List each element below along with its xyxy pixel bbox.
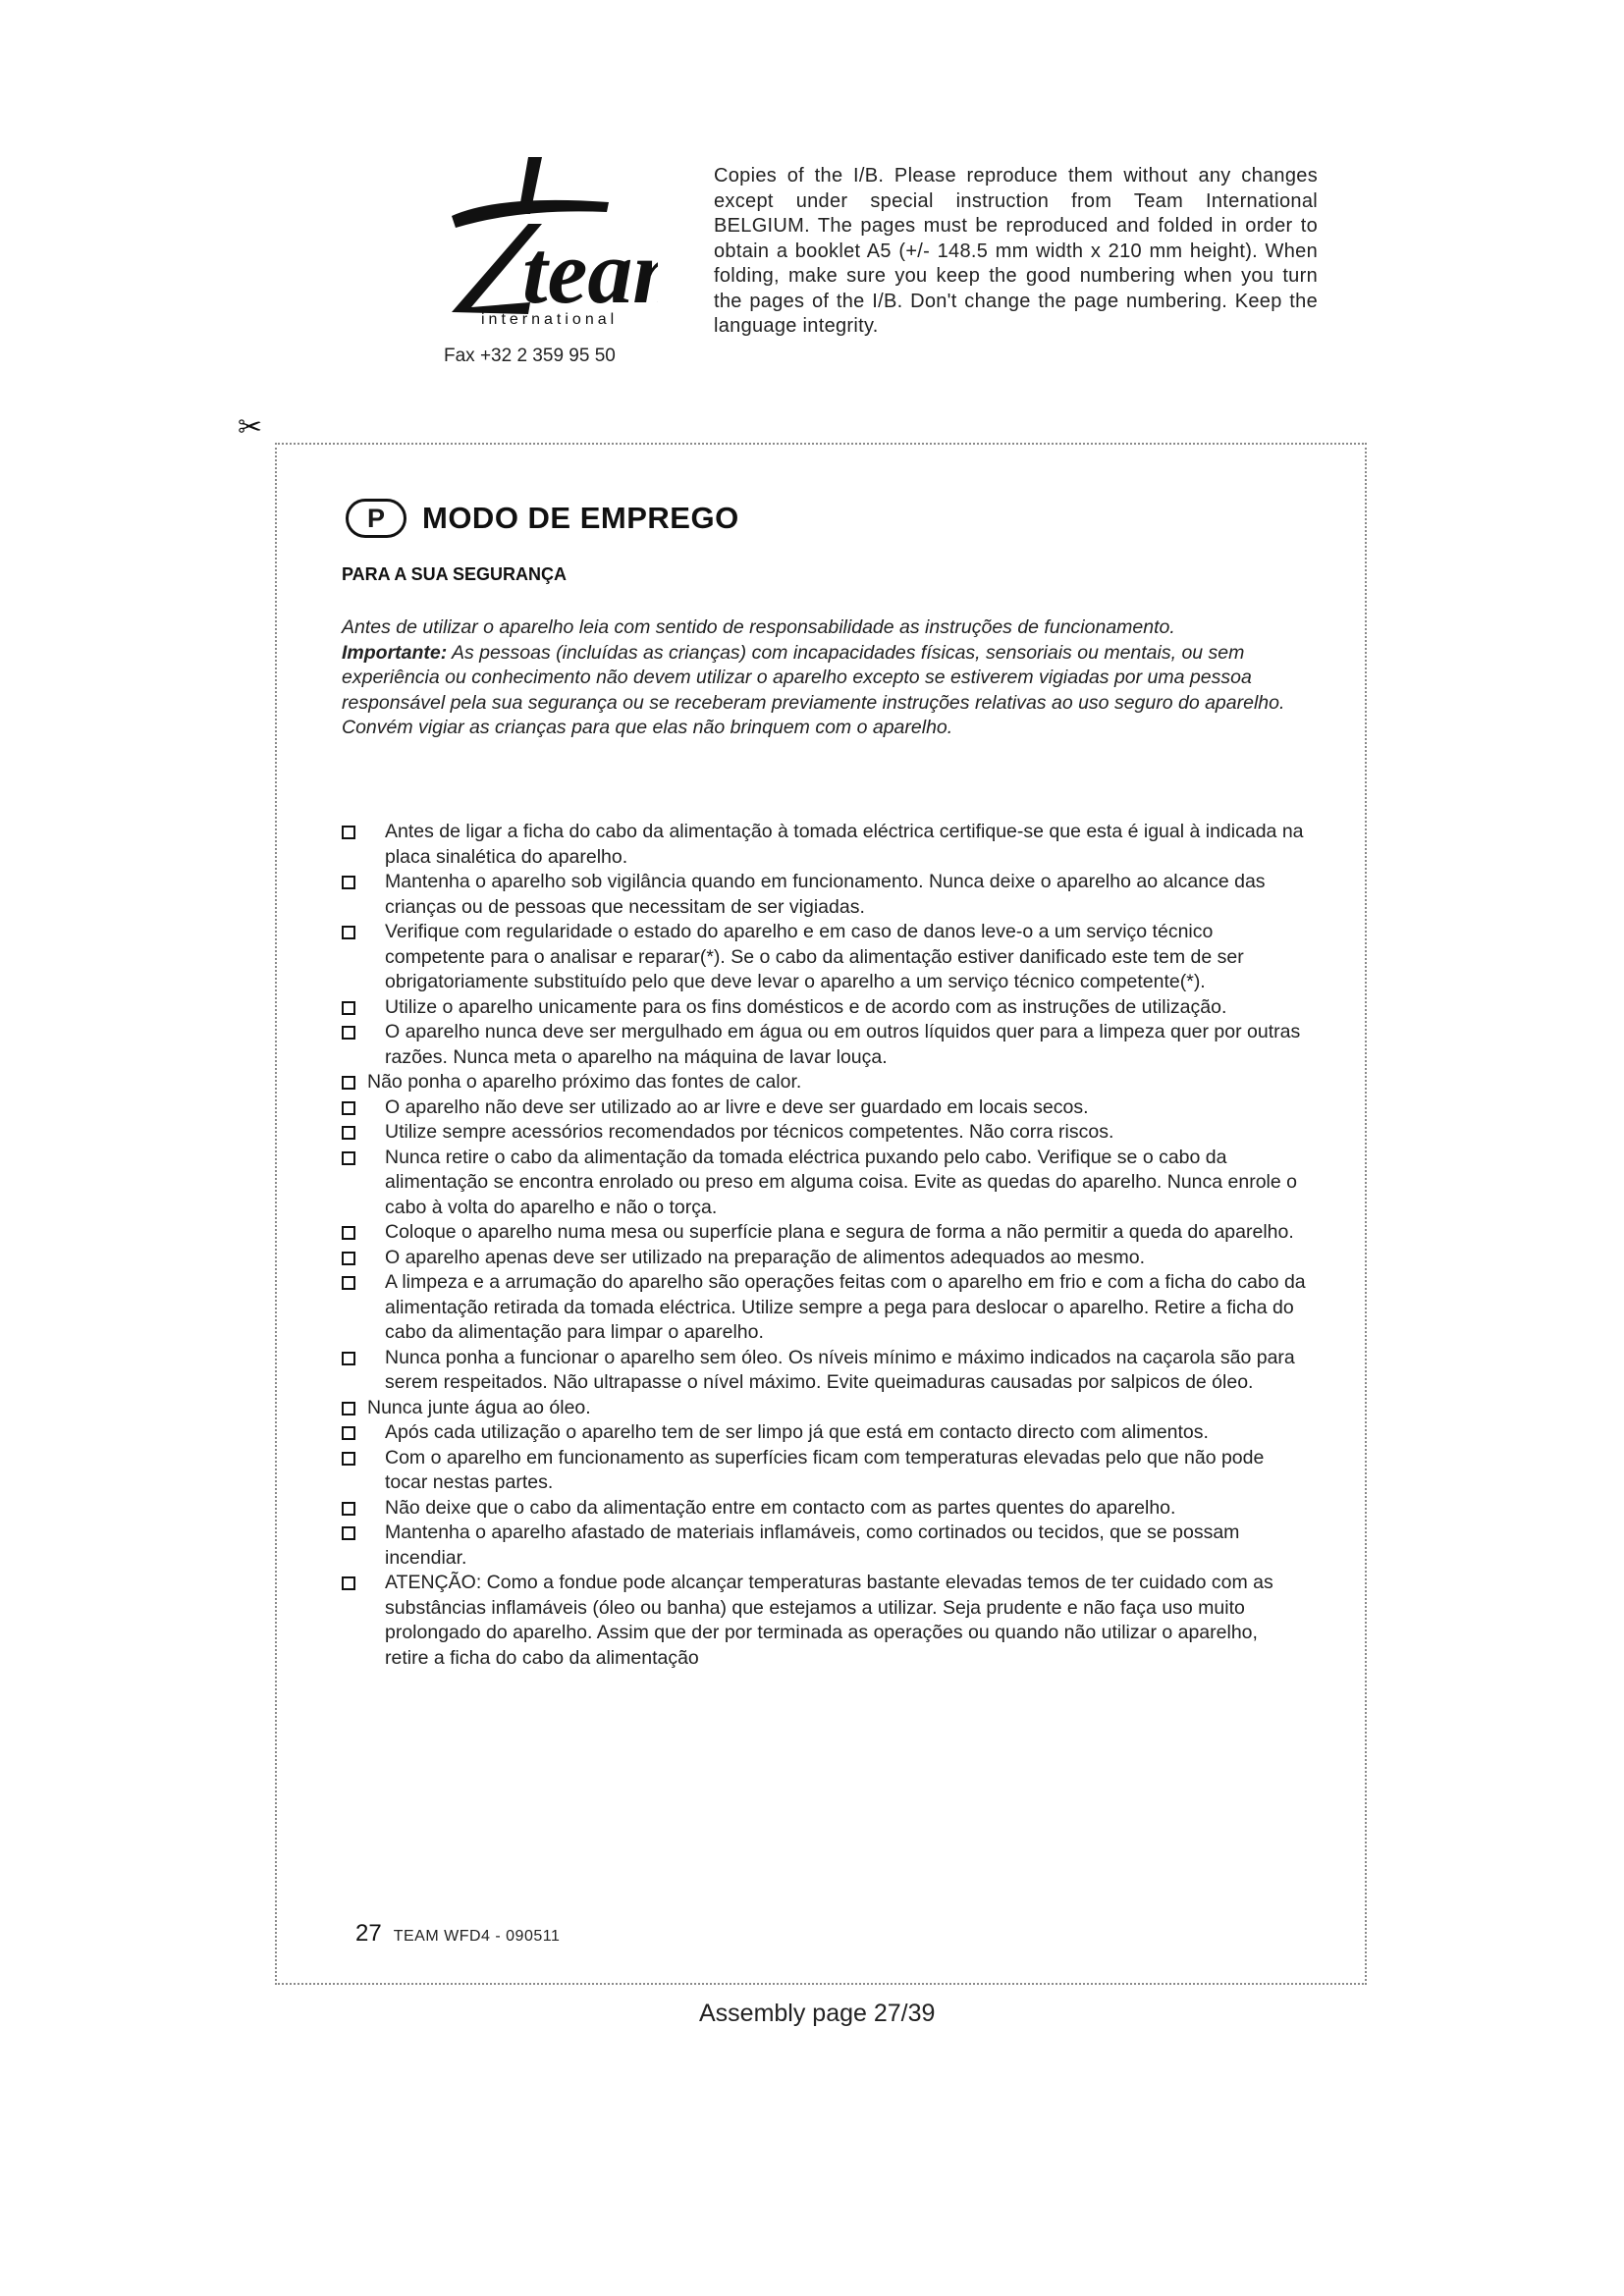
checkbox-icon: [342, 1502, 355, 1516]
list-item: Não ponha o aparelho próximo das fontes de calor.: [342, 1070, 1324, 1095]
list-item: A limpeza e a arrumação do aparelho são operações feitas com o aparelho em frio e com a ficha do cabo da alimentação retirada da tomada eléctrica. Utilize sempre a pega para deslocar o aparelho. Retire a ficha do cabo da alimentação para limpar o aparelho.: [342, 1270, 1324, 1346]
page-title: MODO DE EMPREGO: [422, 501, 739, 535]
checkbox-icon: [342, 1252, 355, 1265]
list-item: Utilize sempre acessórios recomendados por técnicos competentes. Não corra riscos.: [342, 1120, 1324, 1146]
list-item: O aparelho não deve ser utilizado ao ar livre e deve ser guardado em locais secos.: [342, 1095, 1324, 1121]
checkbox-icon: [342, 1276, 355, 1290]
important-label: Importante:: [342, 641, 448, 664]
reproduction-notice: Copies of the I/B. Please reproduce them without any changes except under special instruction from Team International BELGIUM. The pages must be reproduced and folded in order to obtain a booklet A5 (+/- 148.5 mm width x 210 mm height). When folding, make sure you keep the good numbering when you turn the pages of the I/B. Don't change the page numbering. Keep the language integrity.: [714, 165, 1318, 337]
checkbox-icon: [342, 826, 355, 839]
list-item: Mantenha o aparelho sob vigilância quando em funcionamento. Nunca deixe o aparelho ao alcance das crianças ou de pessoas que necessitam de ser vigiadas.: [342, 870, 1324, 920]
logo-wordmark: tea: [522, 222, 633, 322]
list-item: Mantenha o aparelho afastado de materiais inflamáveis, como cortinados ou tecidos, que se possam incendiar.: [342, 1521, 1324, 1571]
list-item: Utilize o aparelho unicamente para os fins domésticos e de acordo com as instruções de utilização.: [342, 995, 1324, 1021]
checkbox-icon: [342, 1402, 355, 1415]
list-item: O aparelho nunca deve ser mergulhado em água ou em outros líquidos quer para a limpeza quer por outras razões. Nunca meta o aparelho na máquina de lavar louça.: [342, 1020, 1324, 1070]
checkbox-icon: [342, 1101, 355, 1115]
list-item: Nunca retire o cabo da alimentação da tomada eléctrica puxando pelo cabo. Verifique se o cabo da alimentação se encontra enrolado ou preso em alguma coisa. Evite as quedas do aparelho. Nunca enrole o cabo à volta do aparelho e não o torça.: [342, 1146, 1324, 1221]
logo-subtext: international: [481, 311, 619, 328]
list-item: Nunca ponha a funcionar o aparelho sem óleo. Os níveis mínimo e máximo indicados na caçarola são para serem respeitados. Não ultrapasse o nível máximo. Evite queimaduras causadas por salpicos de óleo.: [342, 1346, 1324, 1396]
checkbox-icon: [342, 1026, 355, 1040]
list-item: Coloque o aparelho numa mesa ou superfície plana e segura de forma a não permitir a queda do aparelho.: [342, 1220, 1324, 1246]
intro-text: [342, 615, 1314, 741]
section-title: PARA A SUA SEGURANÇA: [342, 564, 568, 584]
model-code: TEAM WFD4 - 090511: [393, 1928, 561, 1945]
checkbox-icon: [342, 926, 355, 939]
list-item: Com o aparelho em funcionamento as superfícies ficam com temperaturas elevadas pelo que não pode tocar nestas partes.: [342, 1446, 1324, 1496]
checkbox-icon: [342, 1452, 355, 1466]
list-item: Verifique com regularidade o estado do aparelho e em caso de danos leve-o a um serviço técnico competente para o analisar e reparar(*). Se o cabo da alimentação estiver danificado este tem de ser obrigatoriamente substituído pelo que deve levar o aparelho a um serviço técnico competente(*).: [342, 920, 1324, 995]
scissors-icon: ✂: [238, 411, 263, 444]
checkbox-icon: [342, 1151, 355, 1165]
checkbox-icon: [342, 1352, 355, 1365]
intro-paragraph-3: Convém vigiar as crianças para que elas não brinquem com o aparelho.: [342, 717, 953, 738]
checkbox-icon: [342, 1576, 355, 1590]
list-item: Após cada utilização o aparelho tem de ser limpo já que está em contacto directo com alimentos.: [342, 1420, 1324, 1446]
checkbox-icon: [342, 1001, 355, 1015]
page-heading: [346, 499, 739, 538]
checkbox-icon: [342, 1426, 355, 1440]
page-number: 27: [355, 1920, 382, 1947]
team-international-logo: [412, 155, 658, 351]
assembly-page-label: Assembly page 27/39: [699, 2000, 936, 2027]
intro-paragraph-1: Antes de utilizar o aparelho leia com sentido de responsabilidade as instruções de funcionamento.: [342, 616, 1175, 638]
list-item: O aparelho apenas deve ser utilizado na preparação de alimentos adequados ao mesmo.: [342, 1246, 1324, 1271]
intro-paragraph-2: [342, 641, 1314, 717]
checkbox-icon: [342, 1526, 355, 1540]
language-badge: P: [346, 499, 406, 538]
checkbox-icon: [342, 876, 355, 889]
page-footer: [355, 1920, 560, 1948]
checkbox-icon: [342, 1076, 355, 1090]
important-text: As pessoas (incluídas as crianças) com incapacidades físicas, sensoriais ou mentais, ou sem experiência ou conhecimento não devem utilizar o aparelho excepto se estiverem vigiadas por uma pessoa responsável pela sua segurança ou se receberam previamente instruções relativas ao uso seguro do aparelho.: [342, 641, 1285, 714]
checkbox-icon: [342, 1126, 355, 1140]
list-item: Não deixe que o cabo da alimentação entre em contacto com as partes quentes do aparelho.: [342, 1496, 1324, 1522]
fax-number: Fax +32 2 359 95 50: [444, 346, 616, 366]
checkbox-icon: [342, 1226, 355, 1240]
list-item: Nunca junte água ao óleo.: [342, 1396, 1324, 1421]
safety-list: [342, 820, 1324, 1671]
list-item: ATENÇÃO: Como a fondue pode alcançar temperaturas bastante elevadas temos de ter cuidado com as substâncias inflamáveis (óleo ou banha) que estejamos a utilizar. Seja prudente e não faça uso muito prolongado do aparelho. Assim que der por terminada as operações ou quando não utilizar o aparelho, retire a ficha do cabo da alimentação: [342, 1571, 1324, 1671]
list-item: Antes de ligar a ficha do cabo da alimentação à tomada eléctrica certifique-se que esta é igual à indicada na placa sinalética do aparelho.: [342, 820, 1324, 870]
